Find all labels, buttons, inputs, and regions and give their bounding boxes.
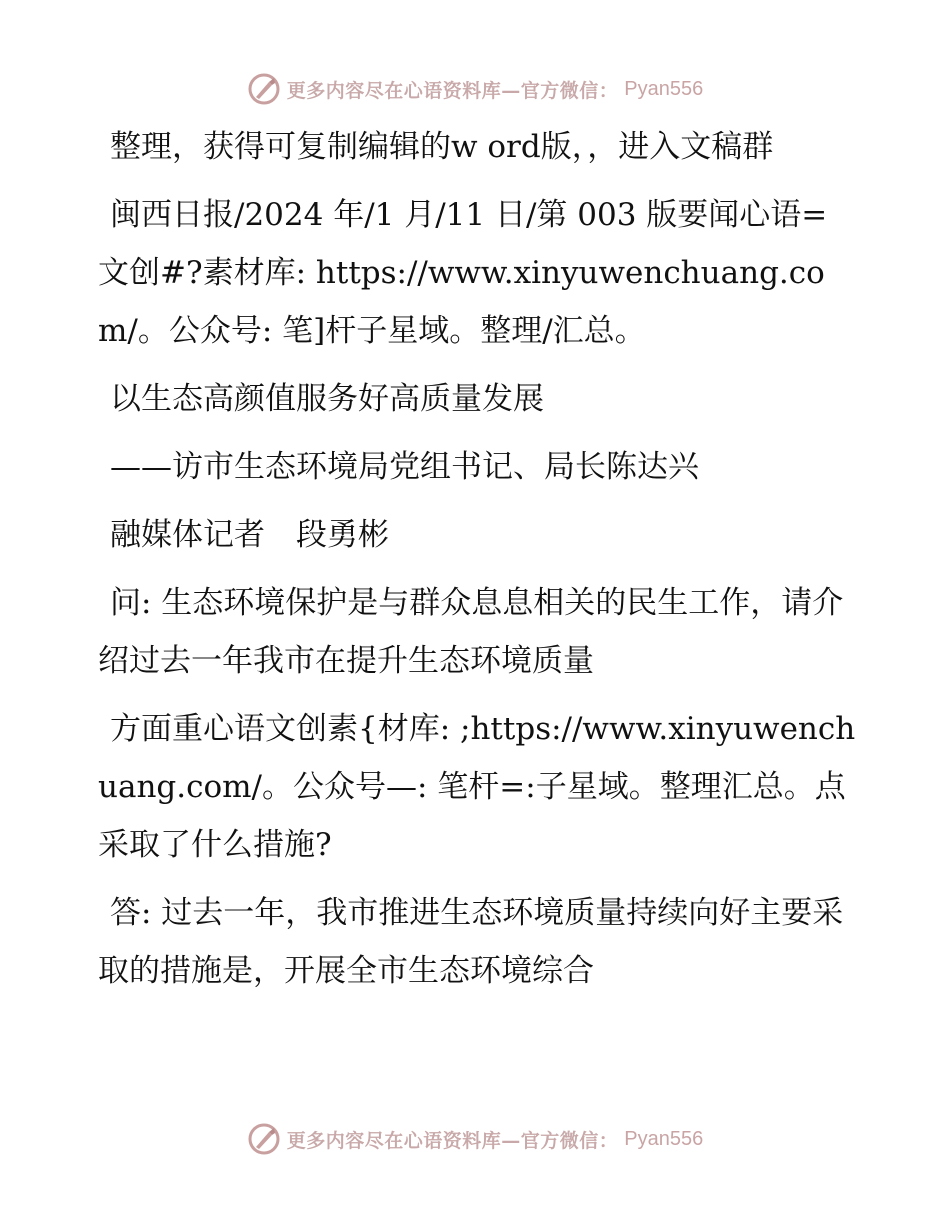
watermark-account: Pyan556 — [624, 77, 704, 100]
document-body — [98, 118, 858, 1010]
paragraph: 整理，获得可复制编辑的w ord版，，进入文稿群 — [110, 129, 774, 165]
article-subtitle: ——访市生态环境局党组书记、局长陈达兴 — [110, 449, 699, 485]
paragraph: 方面重心语文创素{材库: ;https://www.xinyuwenchuang.com/。公众号—: 笔杆=:子星域。整理汇总。点采取了什么措施? — [98, 711, 856, 863]
red-quill-logo-icon — [247, 72, 281, 106]
article-title: 以生态高颜值服务好高质量发展 — [110, 381, 544, 417]
red-quill-logo-icon — [247, 1122, 281, 1156]
watermark-account: Pyan556 — [624, 1127, 704, 1150]
paragraph: 闽西日报/2024 年/1 月/11 日/第 003 版要闻心语=文创#?素材库: https://www.xinyuwenchuang.com/。公众号: 笔]杆子星域。整理/汇总。 — [98, 197, 828, 349]
paragraph: 答: 过去一年，我市推进生态环境质量持续向好主要采取的措施是，开展全市生态环境综合 — [98, 895, 844, 989]
article-byline: 融媒体记者 段勇彬 — [110, 517, 389, 553]
watermark-text: 更多内容尽在心语资料库—官方微信： — [286, 1129, 619, 1152]
watermark-header — [0, 72, 950, 106]
paragraph: 问: 生态环境保护是与群众息息相关的民生工作，请介绍过去一年我市在提升生态环境质量 — [98, 585, 844, 679]
watermark-text: 更多内容尽在心语资料库—官方微信： — [286, 79, 619, 102]
watermark-footer — [0, 1122, 950, 1156]
